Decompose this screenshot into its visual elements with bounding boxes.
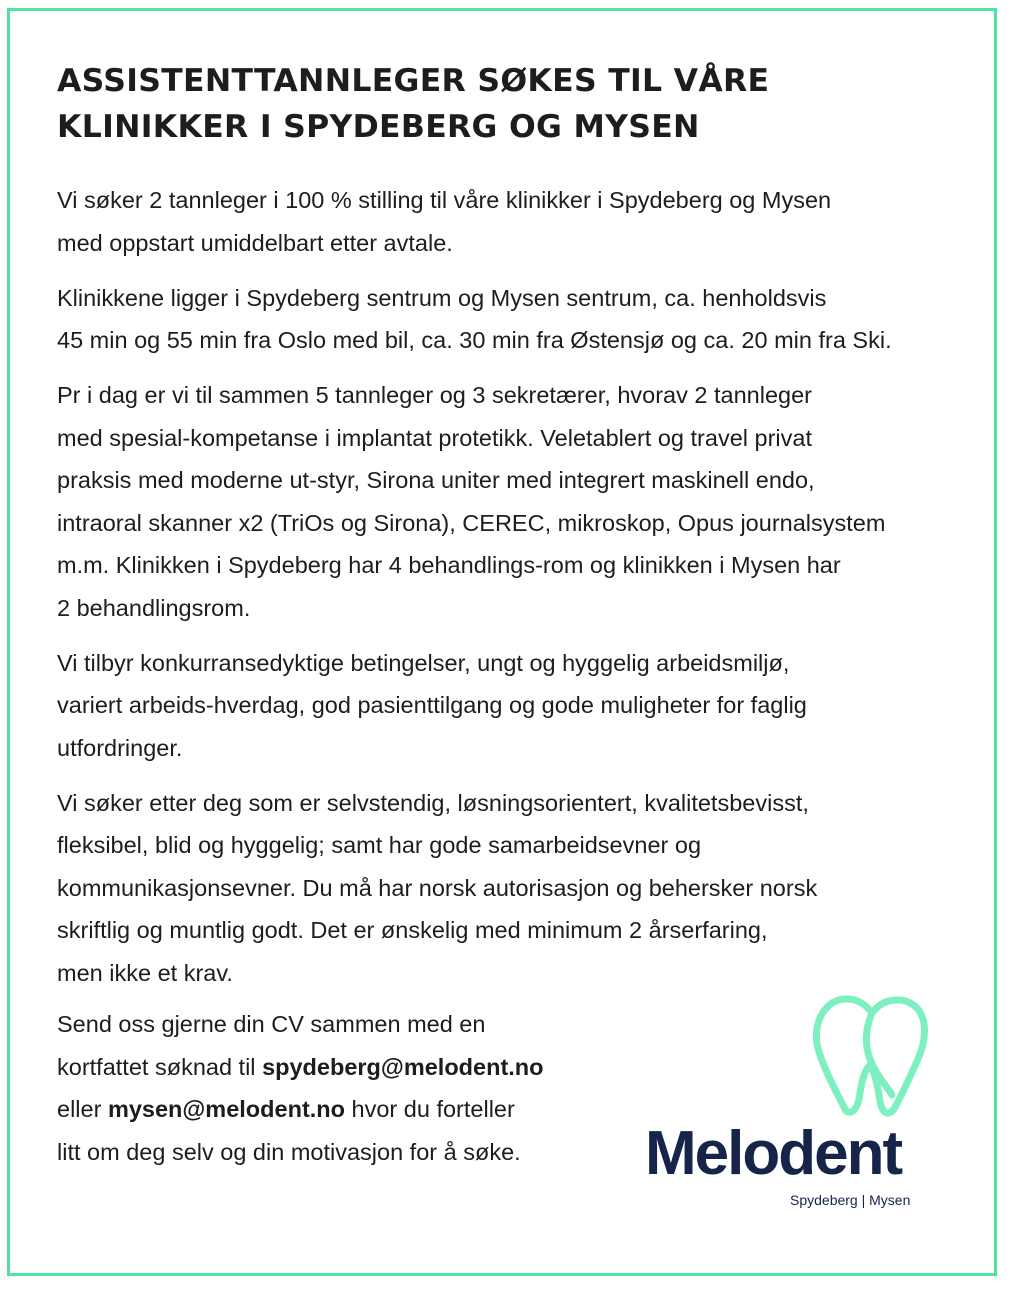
text-line: litt om deg selv og din motivasjon for å søke. [57, 1138, 521, 1165]
text-line: 45 min og 55 min fra Oslo med bil, ca. 30 min fra Østensjø og ca. 20 min fra Ski. [57, 327, 892, 353]
text-line: Vi tilbyr konkurransedyktige betingelser, ungt og hyggelig arbeidsmiljø, [57, 649, 790, 676]
title-line: ASSISTENTTANNLEGER SØKES TIL VÅRE [57, 63, 770, 99]
email-link-mysen[interactable]: mysen@melodent.no [107, 1096, 346, 1122]
paragraph-location [57, 277, 987, 362]
paragraph-contact [57, 1003, 637, 1173]
text-line: Vi søker 2 tannleger i 100 % stilling til våre klinikker i Spydeberg og Mysen [57, 187, 832, 213]
text-line: eller [57, 1096, 108, 1122]
text-line: utfordringer. [57, 734, 183, 761]
text-line: med spesial-kompetanse i implantat protetikk. Veletablert og travel privat [57, 424, 812, 451]
ad-body [57, 179, 987, 1007]
text-line: kommunikasjonsevner. Du må har norsk autorisasjon og behersker norsk [57, 874, 818, 901]
text-line: Send oss gjerne din CV sammen med en [57, 1011, 486, 1037]
paragraph-offer [57, 642, 987, 770]
text-line: med oppstart umiddelbart etter avtale. [57, 229, 453, 256]
text-line: Klinikkene ligger i Spydeberg sentrum og Mysen sentrum, ca. henholdsvis [57, 284, 827, 311]
text-line: variert arbeids-hverdag, god pasienttilgang og gode muligheter for faglig [57, 692, 807, 718]
text-line: kortfattet søknad til [57, 1053, 263, 1080]
brand-subtitle: Spydeberg | Mysen [790, 1192, 911, 1208]
paragraph-requirements [57, 782, 987, 995]
paragraph-clinic-info [57, 374, 987, 629]
text-line: Pr i dag er vi til sammen 5 tannleger og 3 sekretærer, hvorav 2 tannleger [57, 382, 812, 408]
tooth-icon [810, 993, 930, 1123]
text-line: 2 behandlingsrom. [57, 594, 251, 621]
text-line: m.m. Klinikken i Spydeberg har 4 behandlings-rom og klinikken i Mysen har [57, 552, 841, 578]
email-link-spydeberg[interactable]: spydeberg@melodent.no [262, 1053, 544, 1080]
paragraph-position [57, 179, 987, 264]
text-line: men ikke et krav. [57, 959, 233, 986]
text-line: hvor du forteller [345, 1096, 515, 1122]
text-line: fleksibel, blid og hyggelig; samt har gode samarbeidsevner og [57, 832, 702, 858]
title-line: KLINIKKER I SPYDEBERG OG MYSEN [57, 109, 700, 145]
brand-logo: Melodent [645, 1119, 902, 1188]
text-line: Vi søker etter deg som er selvstendig, løsningsorientert, kvalitetsbevisst, [57, 789, 809, 816]
text-line: skriftlig og muntlig godt. Det er ønskelig med minimum 2 årserfaring, [57, 917, 768, 943]
ad-title [57, 58, 957, 150]
text-line: praksis med moderne ut-styr, Sirona uniter med integrert maskinell endo, [57, 467, 815, 493]
text-line: intraoral skanner x2 (TriOs og Sirona), CEREC, mikroskop, Opus journalsystem [57, 509, 886, 536]
